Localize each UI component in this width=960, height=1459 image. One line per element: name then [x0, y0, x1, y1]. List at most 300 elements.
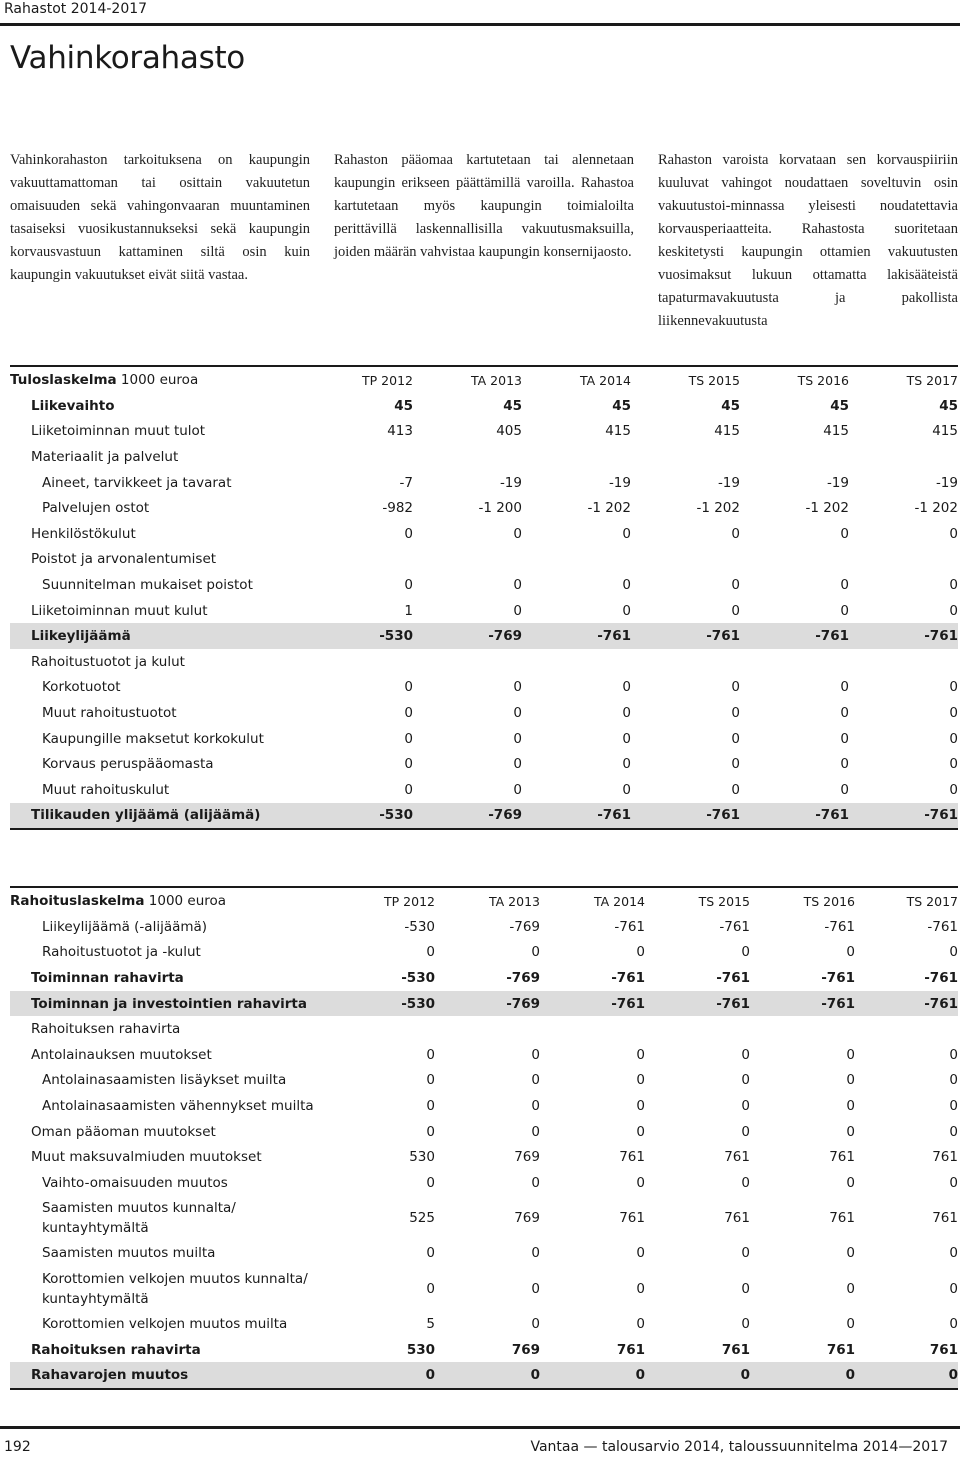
row-label: Kaupungille maksetut korkokulut [42, 730, 264, 747]
table-row [10, 1144, 958, 1170]
cashflow-statement-table [10, 886, 958, 1390]
table-row [10, 1016, 958, 1042]
row-value: 0 [404, 730, 413, 747]
row-value: 0 [513, 704, 522, 721]
table-row [10, 1119, 958, 1145]
row-value: 0 [426, 1046, 435, 1063]
row-value: -1 200 [478, 500, 522, 517]
row-value: 0 [846, 1174, 855, 1191]
row-value: 0 [949, 1280, 958, 1297]
column-header: TS 2016 [797, 372, 849, 388]
row-label: Liikeylijäämä [10, 623, 310, 649]
row-value: -761 [821, 969, 855, 986]
table-row [10, 444, 958, 470]
row-label: Toiminnan ja investointien rahavirta [10, 991, 330, 1017]
row-value: 0 [949, 730, 958, 747]
row-value: -1 202 [696, 500, 740, 517]
row-value: 0 [949, 1174, 958, 1191]
row-value [435, 1016, 540, 1042]
row-label: Rahoituksen rahavirta [31, 1021, 181, 1038]
row-value: -761 [855, 991, 958, 1017]
row-value: 415 [932, 423, 958, 440]
row-value: -769 [413, 803, 522, 830]
row-value: 1 [404, 602, 413, 619]
intro-paragraph-2: Rahaston pääomaa kartutetaan tai alennetaan kaupungin erikseen päättämillä varoilla. Rahastoa kartutetaan myös kaupungin toimialoilta perittävillä laskennallisilla vakuutusmaksuilla, joiden määrän vahvistaa kaupungin konsernijaosto. [334, 152, 634, 260]
row-label: Poistot ja arvonalentumiset [31, 551, 217, 568]
row-value: 769 [514, 1210, 540, 1227]
row-label: Antolainasaamisten vähennykset muilta [42, 1097, 314, 1114]
row-label: Saamisten muutos kunnalta/ kuntayhtymältä [42, 1200, 236, 1237]
row-value: 0 [426, 1072, 435, 1089]
row-value: 0 [404, 679, 413, 696]
row-value: 0 [404, 525, 413, 542]
row-label: Rahoituksen rahavirta [31, 1341, 201, 1358]
row-value: 45 [503, 397, 522, 414]
table-row [10, 547, 958, 573]
row-value: 0 [741, 1280, 750, 1297]
row-value: 0 [949, 1123, 958, 1140]
table-row [10, 1093, 958, 1119]
row-value: 0 [426, 1245, 435, 1262]
row-value: -19 [826, 474, 849, 491]
table-title [10, 887, 330, 914]
row-value: 530 [409, 1149, 435, 1166]
table-title-unit: 1000 euroa [116, 372, 199, 388]
cashflow-table-body [10, 914, 958, 1389]
row-value [540, 1016, 645, 1042]
row-value: 0 [846, 1072, 855, 1089]
publication-name: Vantaa — talousarvio 2014, taloussuunnitelma 2014—2017 [530, 1439, 948, 1455]
row-value: 415 [823, 423, 849, 440]
row-value: 0 [846, 1245, 855, 1262]
row-value: 45 [612, 397, 631, 414]
row-value: -761 [740, 803, 849, 830]
row-value: 0 [622, 781, 631, 798]
row-value: 0 [531, 1245, 540, 1262]
row-value: 0 [435, 1362, 540, 1389]
row-value [855, 1016, 958, 1042]
row-label: Liikevaihto [31, 397, 115, 414]
row-value: -761 [719, 918, 750, 935]
row-label: Tilikauden ylijäämä (alijäämä) [10, 803, 310, 830]
row-value [330, 1016, 435, 1042]
row-value: 0 [731, 730, 740, 747]
column-header: TA 2014 [579, 372, 631, 388]
row-value: 0 [846, 1280, 855, 1297]
row-value: 0 [513, 756, 522, 773]
row-label: Antolainauksen muutokset [31, 1046, 212, 1063]
row-value: 0 [531, 1315, 540, 1332]
row-value: -761 [645, 991, 750, 1017]
row-value: -19 [717, 474, 740, 491]
row-label: Liikeylijäämä (-alijäämä) [42, 918, 208, 935]
row-value: 0 [531, 1072, 540, 1089]
row-value: 0 [531, 1046, 540, 1063]
row-value: 0 [426, 944, 435, 961]
row-value: 0 [949, 1097, 958, 1114]
table-row [10, 1311, 958, 1337]
row-value [631, 444, 740, 470]
column-header: TP 2012 [362, 372, 413, 388]
row-value: 0 [846, 944, 855, 961]
row-value: 415 [714, 423, 740, 440]
row-value: 0 [636, 1123, 645, 1140]
row-label: Oman pääoman muutokset [31, 1123, 216, 1140]
row-value: 0 [645, 1362, 750, 1389]
row-value: 0 [531, 944, 540, 961]
row-value: 0 [622, 602, 631, 619]
row-value: 0 [622, 704, 631, 721]
row-value: 0 [731, 781, 740, 798]
row-value: 0 [949, 679, 958, 696]
row-value: 0 [426, 1280, 435, 1297]
row-value: 0 [731, 756, 740, 773]
row-value: 0 [731, 525, 740, 542]
row-value: 0 [741, 1315, 750, 1332]
row-label: Rahavarojen muutos [10, 1362, 330, 1389]
table-row [10, 1266, 958, 1311]
row-value: -7 [399, 474, 413, 491]
table-row [10, 1241, 958, 1267]
row-label: Aineet, tarvikkeet ja tavarat [42, 474, 232, 491]
row-label: Korottomien velkojen muutos muilta [42, 1315, 288, 1332]
row-value: 0 [846, 1315, 855, 1332]
table-row [10, 965, 958, 991]
row-value: 405 [496, 423, 522, 440]
row-value: -769 [506, 969, 540, 986]
row-value: 0 [840, 704, 849, 721]
row-label: Muut rahoituskulut [42, 781, 170, 798]
row-value: 761 [619, 1210, 645, 1227]
row-value: 761 [929, 1341, 958, 1358]
row-value: 45 [830, 397, 849, 414]
table-row [10, 1196, 958, 1241]
row-value: 0 [531, 1123, 540, 1140]
row-value: 0 [531, 1280, 540, 1297]
row-value: 0 [840, 525, 849, 542]
row-value: -761 [611, 969, 645, 986]
row-value: 0 [404, 576, 413, 593]
row-value: 0 [330, 1362, 435, 1389]
row-value [413, 444, 522, 470]
running-head-text: Rahastot 2014-2017 [4, 1, 148, 17]
row-value: 761 [826, 1341, 855, 1358]
row-value: 0 [404, 704, 413, 721]
row-value: 0 [741, 1123, 750, 1140]
row-label: Rahoitustuotot ja kulut [31, 653, 185, 670]
row-value: 761 [619, 1149, 645, 1166]
row-value: 413 [387, 423, 413, 440]
row-label: Korvaus peruspääomasta [42, 756, 214, 773]
row-value: -761 [522, 803, 631, 830]
table-row [10, 393, 958, 419]
row-value: 0 [949, 944, 958, 961]
row-value: -19 [499, 474, 522, 491]
table-row [10, 1170, 958, 1196]
row-label: Henkilöstökulut [31, 525, 136, 542]
row-value: -761 [631, 803, 740, 830]
row-value: 5 [426, 1315, 435, 1332]
row-value: 0 [750, 1362, 855, 1389]
row-value: 0 [840, 756, 849, 773]
row-value: 0 [840, 602, 849, 619]
row-value: 0 [513, 602, 522, 619]
row-value [631, 547, 740, 573]
row-value [310, 444, 413, 470]
row-value: -1 202 [914, 500, 958, 517]
row-value: 0 [949, 704, 958, 721]
row-value: 0 [540, 1362, 645, 1389]
row-value: -1 202 [805, 500, 849, 517]
column-header: TA 2013 [488, 893, 540, 909]
income-statement-table [10, 365, 958, 830]
row-label: Toiminnan rahavirta [31, 969, 184, 986]
table-header-row [10, 887, 958, 914]
row-label: Antolainasaamisten lisäykset muilta [42, 1072, 287, 1089]
row-value: 0 [846, 1097, 855, 1114]
row-value: 761 [932, 1210, 958, 1227]
row-value: 0 [513, 576, 522, 593]
row-label: Liiketoiminnan muut kulut [31, 602, 208, 619]
table-title-bold: Rahoituslaskelma [10, 893, 145, 909]
row-value: 761 [721, 1341, 750, 1358]
row-value: 45 [394, 397, 413, 414]
row-value: 0 [840, 576, 849, 593]
row-value: 0 [513, 730, 522, 747]
row-value [631, 649, 740, 675]
row-value: -19 [608, 474, 631, 491]
row-value: 0 [731, 602, 740, 619]
table-row [10, 495, 958, 521]
row-value [849, 444, 958, 470]
table-row [10, 649, 958, 675]
row-value [413, 547, 522, 573]
table-row [10, 1362, 958, 1389]
row-value: 0 [636, 944, 645, 961]
row-value: -761 [750, 991, 855, 1017]
row-value: -761 [716, 969, 750, 986]
table-row [10, 777, 958, 803]
row-value: 0 [636, 1072, 645, 1089]
row-value: 530 [406, 1341, 435, 1358]
row-value: 0 [949, 756, 958, 773]
table-row [10, 940, 958, 966]
row-value: -530 [310, 623, 413, 649]
page-number: 192 [4, 1439, 31, 1455]
row-value [645, 1016, 750, 1042]
table-title-unit: 1000 euroa [144, 893, 227, 909]
row-label: Muut maksuvalmiuden muutokset [31, 1149, 262, 1166]
income-table-body [10, 393, 958, 829]
table-row [10, 700, 958, 726]
row-value: 0 [513, 781, 522, 798]
row-label: Rahoitustuotot ja -kulut [42, 944, 201, 961]
running-head [0, 0, 960, 26]
table-row [10, 598, 958, 624]
row-value: 0 [622, 679, 631, 696]
row-value: 0 [949, 781, 958, 798]
table-row [10, 623, 958, 649]
row-value: 0 [741, 1174, 750, 1191]
row-value: 0 [949, 576, 958, 593]
row-value: 0 [622, 756, 631, 773]
row-value [310, 547, 413, 573]
column-header: TA 2013 [470, 372, 522, 388]
row-value: 0 [949, 1245, 958, 1262]
row-value: 0 [731, 704, 740, 721]
row-label: Palvelujen ostot [42, 500, 150, 517]
column-header: TS 2015 [688, 372, 740, 388]
row-value: 0 [513, 525, 522, 542]
row-value: -761 [824, 918, 855, 935]
row-label: Korottomien velkojen muutos kunnalta/ kuntayhtymältä [42, 1270, 308, 1307]
row-label: Muut rahoitustuotot [42, 704, 177, 721]
row-label: Materiaalit ja palvelut [31, 448, 179, 465]
row-value: 0 [741, 1245, 750, 1262]
row-value: -769 [413, 623, 522, 649]
row-value: 0 [622, 730, 631, 747]
row-value [740, 444, 849, 470]
column-header: TS 2017 [906, 372, 958, 388]
row-value: -982 [382, 500, 413, 517]
row-label: Liiketoiminnan muut tulot [31, 423, 206, 440]
table-row [10, 803, 958, 830]
row-value: 0 [949, 1315, 958, 1332]
row-value [849, 547, 958, 573]
row-value: 761 [829, 1149, 855, 1166]
row-value: -761 [849, 623, 958, 649]
column-header: TS 2017 [906, 893, 958, 909]
table-row [10, 675, 958, 701]
row-value [849, 649, 958, 675]
row-value: -761 [849, 803, 958, 830]
column-header: TS 2015 [698, 893, 750, 909]
page-footer [0, 1426, 960, 1454]
intro-paragraph-1: Vahinkorahaston tarkoituksena on kaupungin vakuuttamattoman tai osittain vakuutetun omaisuuden sekä vahingonvaaran muuntaminen tasaiseksi vuosikustannukseksi sekä kaupungin korvausvastuun kattaminen siltä osin kuin kaupungin vakuutukset eivät siitä vastaa. [10, 152, 310, 283]
row-value: 45 [939, 397, 958, 414]
row-value [522, 444, 631, 470]
row-value: 45 [721, 397, 740, 414]
row-value: -769 [509, 918, 540, 935]
row-value: 769 [511, 1341, 540, 1358]
row-value: -761 [522, 623, 631, 649]
row-value: 0 [741, 1072, 750, 1089]
table-row [10, 751, 958, 777]
row-value: 0 [622, 576, 631, 593]
row-value: 0 [622, 525, 631, 542]
row-value: 0 [636, 1315, 645, 1332]
row-value: 761 [616, 1341, 645, 1358]
row-value: 0 [846, 1123, 855, 1140]
row-value: -761 [614, 918, 645, 935]
row-value: 0 [949, 1046, 958, 1063]
row-value: 0 [741, 1046, 750, 1063]
row-value [522, 547, 631, 573]
row-value [310, 649, 413, 675]
table-row [10, 521, 958, 547]
row-value [413, 649, 522, 675]
row-value [522, 649, 631, 675]
row-value: 0 [949, 602, 958, 619]
row-value: 761 [829, 1210, 855, 1227]
row-value [740, 547, 849, 573]
row-value: 0 [949, 1072, 958, 1089]
row-value: 0 [855, 1362, 958, 1389]
row-value: 0 [731, 679, 740, 696]
row-value: 0 [426, 1097, 435, 1114]
column-header: TS 2016 [803, 893, 855, 909]
table-row [10, 419, 958, 445]
row-value: 525 [409, 1210, 435, 1227]
row-value: 0 [531, 1174, 540, 1191]
row-value: 0 [840, 781, 849, 798]
row-label: Suunnitelman mukaiset poistot [42, 576, 253, 593]
row-value: -530 [404, 918, 435, 935]
row-value: 769 [514, 1149, 540, 1166]
table-row [10, 1068, 958, 1094]
row-value: -761 [924, 969, 958, 986]
row-value: -19 [935, 474, 958, 491]
row-label: Korkotuotot [42, 679, 121, 696]
row-value [740, 649, 849, 675]
row-value: -761 [540, 991, 645, 1017]
page-title: Vahinkorahasto [10, 40, 245, 76]
row-value: -761 [740, 623, 849, 649]
row-value: 0 [513, 679, 522, 696]
row-value: 0 [636, 1046, 645, 1063]
row-value: 0 [426, 1174, 435, 1191]
row-value: 0 [426, 1123, 435, 1140]
row-value: 0 [636, 1174, 645, 1191]
row-value: -761 [631, 623, 740, 649]
row-value: -530 [310, 803, 413, 830]
row-label: Vaihto-omaisuuden muutos [42, 1174, 228, 1191]
row-value: 0 [731, 576, 740, 593]
row-value: 761 [932, 1149, 958, 1166]
row-value: 0 [636, 1245, 645, 1262]
row-value: 0 [840, 730, 849, 747]
row-value: 415 [605, 423, 631, 440]
row-value: 0 [636, 1280, 645, 1297]
row-value: 761 [724, 1210, 750, 1227]
row-value: 0 [949, 525, 958, 542]
row-value: 0 [531, 1097, 540, 1114]
table-row [10, 470, 958, 496]
table-header-row [10, 366, 958, 393]
table-row [10, 572, 958, 598]
row-value: 0 [846, 1046, 855, 1063]
table-title [10, 366, 310, 393]
row-value: 0 [404, 756, 413, 773]
row-value: 0 [741, 1097, 750, 1114]
row-value: -530 [401, 969, 435, 986]
column-header: TP 2012 [384, 893, 435, 909]
table-row [10, 1042, 958, 1068]
row-value [750, 1016, 855, 1042]
row-value: 0 [636, 1097, 645, 1114]
row-label: Saamisten muutos muilta [42, 1245, 216, 1262]
column-header: TA 2014 [593, 893, 645, 909]
row-value: 0 [741, 944, 750, 961]
row-value: -769 [435, 991, 540, 1017]
table-row [10, 914, 958, 940]
row-value: -761 [927, 918, 958, 935]
table-row [10, 726, 958, 752]
table-title-bold: Tuloslaskelma [10, 372, 117, 388]
row-value: -530 [330, 991, 435, 1017]
table-row [10, 1337, 958, 1363]
intro-paragraph-3: Rahaston varoista korvataan sen korvauspiiriin kuuluvat vahingot noudattaen soveltuvin osin vakuutustoi-minnassa yleisesti noudatettavia korvausperiaatteita. Rahastosta suoritetaan keskitetysti kaupungin ottamien vakuutusten vuosimaksut lukuun ottamatta lakisääteistä tapaturmavakuutusta ja pakollista liikennevakuutusta [658, 152, 958, 329]
